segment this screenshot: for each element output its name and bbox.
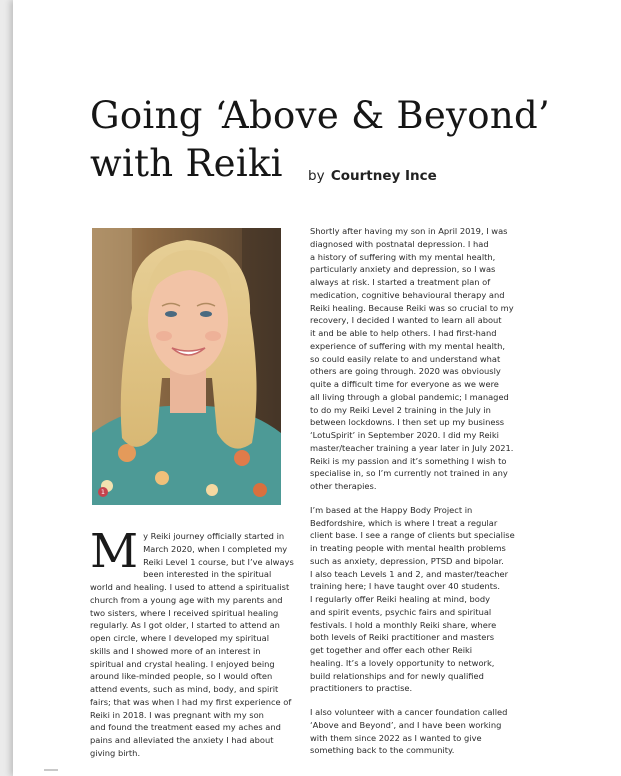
title-line-1: Going ‘Above & Beyond’ xyxy=(90,94,551,137)
text-line: client base. I see a range of clients but specialise xyxy=(310,530,515,541)
text-line: I also volunteer with a cancer foundation called xyxy=(310,707,508,717)
text-line: recovery, I decided I wanted to learn all about xyxy=(310,315,502,326)
right-column xyxy=(310,225,518,757)
text-line: others are going through. 2020 was obviously xyxy=(310,366,501,377)
paragraph-1 xyxy=(310,225,518,493)
text-line: specialise in, so I’m currently not trained in any xyxy=(310,468,508,479)
text-line: and found the treatment eased my aches and xyxy=(90,722,281,733)
text-line: both levels of Reiki practitioner and masters xyxy=(310,632,495,643)
title-line-2: with Reiki xyxy=(90,142,283,185)
text-line: pains and alleviated the anxiety I had about xyxy=(90,735,274,745)
text-line: healing. It’s a lovely opportunity to network, xyxy=(310,657,495,668)
text-line: master/teacher training a year later in July 2021. xyxy=(310,442,514,453)
text-line: and spirit events, psychic fairs and spiritual xyxy=(310,606,492,617)
photo-badge: 1 xyxy=(98,487,108,497)
text-line: regularly. As I got older, I started to attend an xyxy=(90,620,280,631)
text-line: church from a young age with my parents and xyxy=(90,594,283,605)
text-line: ‘Above and Beyond’, and I have been working xyxy=(310,719,502,730)
text-line: Reiki healing. Because Reiki was so crucial to my xyxy=(310,302,514,313)
text-line: to do my Reiki Level 2 training in the July in xyxy=(310,404,491,415)
text-line: I also teach Levels 1 and 2, and master/teacher xyxy=(310,568,509,579)
text-line: y Reiki journey officially started in xyxy=(143,531,285,541)
text-line: such as anxiety, depression, PTSD and bipolar. xyxy=(310,555,504,566)
text-line: medication, cognitive behavioural therapy and xyxy=(310,289,505,300)
author-name: Courtney Ince xyxy=(330,168,437,184)
text-line: in treating people with mental health problems xyxy=(310,543,506,553)
text-line: between lockdowns. I then set up my business xyxy=(310,417,505,428)
text-line: something back to the community. xyxy=(310,745,455,756)
paragraph-3 xyxy=(310,706,518,757)
page-edge-mark xyxy=(44,769,58,771)
text-line: March 2020, when I completed my xyxy=(143,543,288,554)
left-column xyxy=(90,524,298,760)
text-line: spiritual and crystal healing. I enjoyed being xyxy=(90,658,275,669)
text-line: diagnosed with postnatal depression. I had xyxy=(310,238,489,249)
text-line: been interested in the spiritual xyxy=(143,569,272,580)
text-line: all living through a global pandemic; I managed xyxy=(310,391,509,402)
text-line: build relationships and for newly qualified xyxy=(310,670,484,681)
text-line: always at risk. I started a treatment plan of xyxy=(310,277,491,287)
text-line: get together and offer each other Reiki xyxy=(310,645,473,655)
text-line: practitioners to practise. xyxy=(310,683,413,694)
text-line: I regularly offer Reiki healing at mind, body xyxy=(310,594,490,604)
text-line: Reiki in 2018. I was pregnant with my son xyxy=(90,709,264,720)
text-line: I’m based at the Happy Body Project in xyxy=(310,504,473,515)
text-line: experience of suffering with my mental health, xyxy=(310,340,506,351)
portrait-photo-icon xyxy=(92,228,281,505)
text-line: Reiki is my passion and it’s something I wish to xyxy=(310,455,507,466)
text-line: festivals. I hold a monthly Reiki share, where xyxy=(310,619,497,630)
text-line: training here; I have taught over 40 students. xyxy=(310,581,501,592)
drop-cap: M xyxy=(90,524,139,579)
text-line: fairs; that was when I had my first experience of xyxy=(90,696,292,707)
intro-paragraph xyxy=(90,524,298,760)
text-line: quite a difficult time for everyone as we were xyxy=(310,379,499,389)
text-line: around like-minded people, so I would often xyxy=(90,671,273,682)
text-line: particularly anxiety and depression, so I was xyxy=(310,264,496,275)
text-line: Reiki Level 1 course, but I’ve always xyxy=(143,556,294,567)
magazine-page xyxy=(13,0,621,776)
text-line: skills and I showed more of an interest in xyxy=(90,645,261,656)
text-line: Bedfordshire, which is where I treat a regular xyxy=(310,517,498,528)
text-line: other therapies. xyxy=(310,481,377,491)
byline xyxy=(308,168,437,184)
text-line: Shortly after having my son in April 2019, I was xyxy=(310,226,508,236)
text-line: two sisters, where I received spiritual healing xyxy=(90,607,279,618)
text-line: so could easily relate to and understand what xyxy=(310,353,501,364)
text-line: ‘LotuSpirit’ in September 2020. I did my Reiki xyxy=(310,430,499,440)
text-line: giving birth. xyxy=(90,747,141,758)
text-line: with them since 2022 as I wanted to give xyxy=(310,732,482,743)
author-photo xyxy=(92,228,281,505)
text-line: a history of suffering with my mental health, xyxy=(310,251,496,262)
byline-prefix: by xyxy=(308,168,325,184)
text-line: it and be able to help others. I had first-hand xyxy=(310,328,497,338)
text-line: attend events, such as mind, body, and spirit xyxy=(90,684,279,694)
paragraph-2 xyxy=(310,504,518,695)
text-line: open circle, where I developed my spiritual xyxy=(90,633,270,643)
text-line: world and healing. I used to attend a spiritualist xyxy=(90,582,290,592)
